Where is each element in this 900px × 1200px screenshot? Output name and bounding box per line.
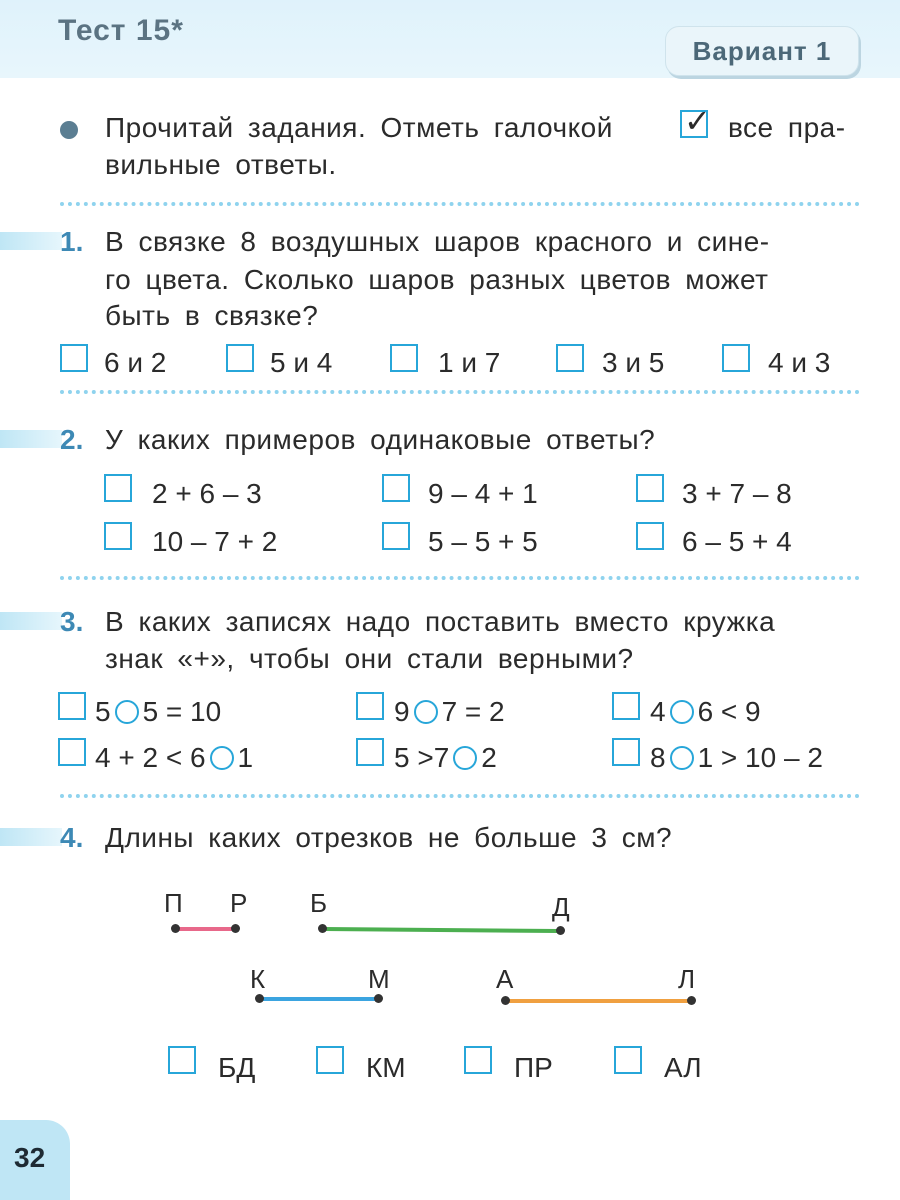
answer-expression — [394, 742, 497, 774]
divider — [60, 202, 860, 206]
segment-al-start-point — [501, 996, 510, 1005]
answer-label: 4 и 3 — [768, 347, 831, 378]
expression-right: 7 = 2 — [441, 696, 505, 727]
expression-right: 2 — [481, 742, 497, 773]
answer-expression — [95, 742, 253, 774]
answer-label: 3 + 7 – 8 — [682, 478, 792, 509]
blank-circle-icon — [210, 746, 234, 770]
answer-label: 6 – 5 + 4 — [682, 526, 792, 557]
question-2-number: 2. — [60, 424, 84, 455]
answer-label: ПР — [514, 1052, 553, 1083]
expression-left: 5 >7 — [394, 742, 450, 773]
expression-right: 5 = 10 — [142, 696, 222, 727]
segment-pr-line — [175, 927, 235, 931]
segment-pr-end-label: Р — [230, 888, 248, 918]
answer-checkbox[interactable] — [382, 522, 410, 550]
segment-bd-end-label: Д — [552, 892, 570, 922]
question-tab-marker — [0, 232, 62, 250]
expression-left: 9 — [394, 696, 410, 727]
expression-left: 8 — [650, 742, 666, 773]
answer-label: 2 + 6 – 3 — [152, 478, 262, 509]
divider — [60, 794, 860, 798]
segment-km-start-label: К — [250, 964, 266, 994]
divider — [60, 576, 860, 580]
expression-left: 4 + 2 < 6 — [95, 742, 206, 773]
answer-checkbox[interactable] — [104, 474, 132, 502]
expression-right: 1 > 10 – 2 — [697, 742, 823, 773]
checkmark-sample-icon — [680, 103, 711, 139]
question-1-line-1: В связке 8 воздушных шаров красного и сине- — [105, 226, 770, 257]
answer-checkbox[interactable] — [60, 344, 88, 372]
answer-label: 9 – 4 + 1 — [428, 478, 538, 509]
instruction-line-1a: Прочитай задания. Отметь галочкой — [105, 112, 613, 143]
answer-expression — [95, 696, 221, 728]
expression-left: 4 — [650, 696, 666, 727]
answer-expression — [394, 696, 505, 728]
answer-checkbox[interactable] — [636, 522, 664, 550]
question-1-line-3: быть в связке? — [105, 300, 319, 331]
segment-al-line — [505, 999, 691, 1003]
answer-label: АЛ — [664, 1052, 702, 1083]
answer-checkbox[interactable] — [612, 738, 640, 766]
question-1-number: 1. — [60, 226, 84, 257]
question-4-text: Длины каких отрезков не больше 3 см? — [105, 822, 673, 853]
answer-checkbox[interactable] — [58, 692, 86, 720]
answer-label: 10 – 7 + 2 — [152, 526, 278, 557]
answer-label: 1 и 7 — [438, 347, 501, 378]
question-3-line-2: знак «+», чтобы они стали верными? — [105, 643, 634, 674]
answer-label: 5 – 5 + 5 — [428, 526, 538, 557]
question-2-text: У каких примеров одинаковые ответы? — [105, 424, 656, 455]
answer-checkbox[interactable] — [636, 474, 664, 502]
segment-km-start-point — [255, 994, 264, 1003]
segment-km-end-label: М — [368, 964, 390, 994]
segment-al-start-label: А — [496, 964, 514, 994]
blank-circle-icon — [414, 700, 438, 724]
answer-label: 6 и 2 — [104, 347, 167, 378]
answer-checkbox[interactable] — [226, 344, 254, 372]
divider — [60, 390, 860, 394]
answer-checkbox[interactable] — [316, 1046, 344, 1074]
answer-expression — [650, 742, 823, 774]
answer-checkbox[interactable] — [556, 344, 584, 372]
question-tab-marker — [0, 430, 62, 448]
answer-checkbox[interactable] — [390, 344, 418, 372]
bullet-icon — [60, 121, 78, 139]
segment-bd-start-label: Б — [310, 888, 328, 918]
answer-checkbox[interactable] — [382, 474, 410, 502]
segment-bd-start-point — [318, 924, 327, 933]
answer-checkbox[interactable] — [58, 738, 86, 766]
instruction-line-1b: все пра- — [728, 112, 846, 143]
answer-checkbox[interactable] — [168, 1046, 196, 1074]
answer-label: БД — [218, 1052, 256, 1083]
segment-km-end-point — [374, 994, 383, 1003]
answer-checkbox[interactable] — [356, 692, 384, 720]
segment-al-end-label: Л — [678, 964, 696, 994]
question-4-number: 4. — [60, 822, 84, 853]
segment-pr-start-point — [171, 924, 180, 933]
question-tab-marker — [0, 828, 62, 846]
question-3-number: 3. — [60, 606, 84, 637]
answer-label: 5 и 4 — [270, 347, 333, 378]
expression-right: 6 < 9 — [697, 696, 761, 727]
question-1-line-2: го цвета. Сколько шаров разных цветов может — [105, 264, 769, 295]
segment-bd-line — [322, 927, 560, 933]
answer-label: КМ — [366, 1052, 406, 1083]
blank-circle-icon — [670, 746, 694, 770]
answer-checkbox[interactable] — [356, 738, 384, 766]
test-title: Тест 15* — [58, 14, 184, 47]
page-number: 32 — [14, 1142, 46, 1173]
instruction-line-2: вильные ответы. — [105, 149, 337, 180]
answer-label: 3 и 5 — [602, 347, 665, 378]
blank-circle-icon — [453, 746, 477, 770]
segment-pr-end-point — [231, 924, 240, 933]
segment-pr-start-label: П — [164, 888, 183, 918]
answer-checkbox[interactable] — [104, 522, 132, 550]
expression-right: 1 — [237, 742, 254, 773]
answer-checkbox[interactable] — [722, 344, 750, 372]
answer-checkbox[interactable] — [612, 692, 640, 720]
segment-km-line — [259, 997, 378, 1001]
expression-left: 5 — [95, 696, 111, 727]
question-tab-marker — [0, 612, 62, 630]
checkmark-glyph: ✓ — [684, 103, 711, 139]
blank-circle-icon — [115, 700, 139, 724]
question-3-line-1: В каких записях надо поставить вместо кружка — [105, 606, 776, 637]
segment-al-end-point — [687, 996, 696, 1005]
segment-bd-end-point — [556, 926, 565, 935]
answer-checkbox[interactable] — [464, 1046, 492, 1074]
variant-badge: Вариант 1 — [665, 26, 859, 76]
answer-checkbox[interactable] — [614, 1046, 642, 1074]
answer-expression — [650, 696, 761, 728]
blank-circle-icon — [670, 700, 694, 724]
